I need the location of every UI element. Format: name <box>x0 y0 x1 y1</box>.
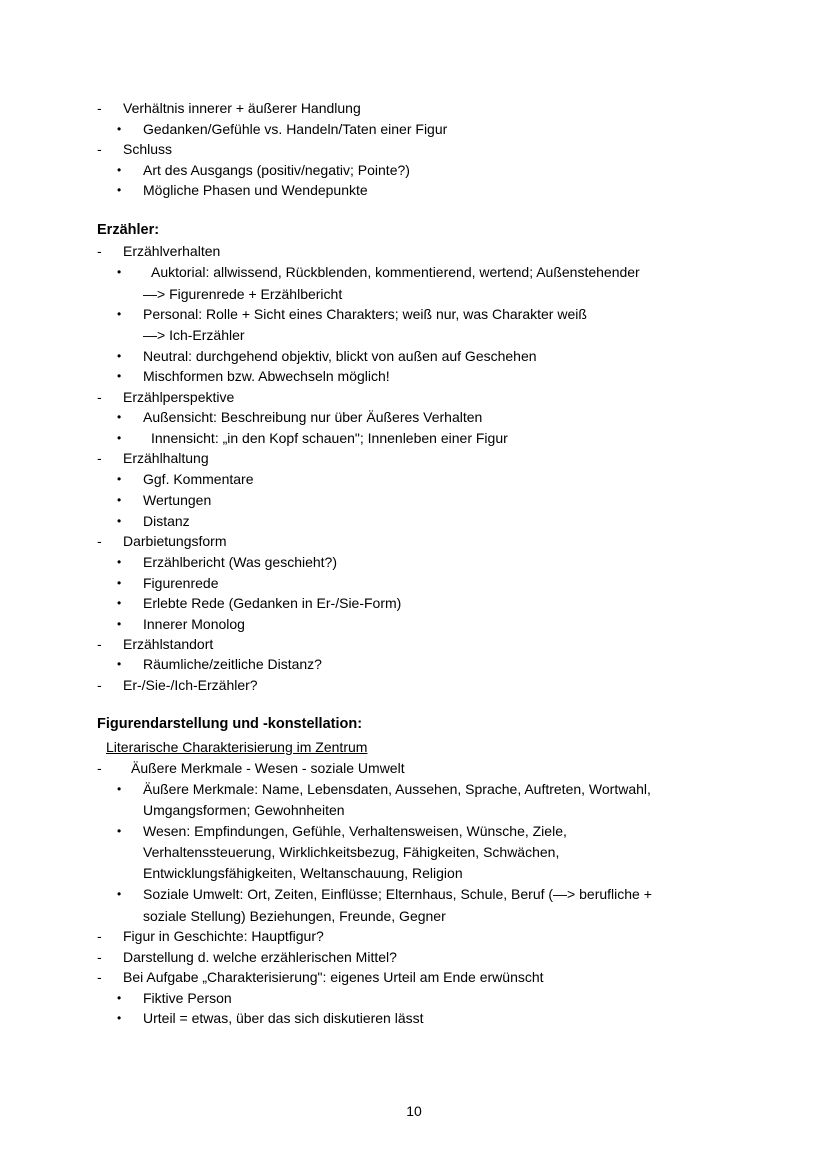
bullet-marker: • <box>117 431 122 445</box>
list-item-continuation: soziale Stellung) Beziehungen, Freunde, Gegner <box>143 908 446 924</box>
bullet-marker: • <box>117 349 122 363</box>
list-item-bullet: Fiktive Person <box>143 990 232 1006</box>
bullet-marker: • <box>117 369 122 383</box>
bullet-marker: • <box>117 183 122 197</box>
list-item-bullet: Figurenrede <box>143 575 219 591</box>
bullet-marker: • <box>117 307 122 321</box>
list-item-bullet: Neutral: durchgehend objektiv, blickt von außen auf Geschehen <box>143 348 537 364</box>
section-heading: Erzähler: <box>97 222 160 238</box>
list-item-bullet: Personal: Rolle + Sicht eines Charakters; weiß nur, was Charakter weiß <box>143 306 587 322</box>
bullet-marker: • <box>117 576 122 590</box>
list-item-bullet: Außensicht: Beschreibung nur über Äußeres Verhalten <box>143 409 483 425</box>
list-item-dash: Erzählhaltung <box>123 450 209 466</box>
list-item-dash: Verhältnis innerer + äußerer Handlung <box>123 100 361 116</box>
bullet-marker: • <box>117 782 122 796</box>
bullet-marker: • <box>117 887 122 901</box>
list-item-bullet: Innerer Monolog <box>143 616 245 632</box>
list-item-bullet: Auktorial: allwissend, Rückblenden, kommentierend, wertend; Außenstehender <box>151 264 640 280</box>
list-item-dash: Erzählstandort <box>123 636 214 652</box>
dash-marker: - <box>97 450 102 466</box>
list-item-bullet: Wertungen <box>143 492 212 508</box>
bullet-marker: • <box>117 596 122 610</box>
list-item-dash: Schluss <box>123 141 173 157</box>
list-item-dash: Erzählverhalten <box>123 243 221 259</box>
list-item-bullet: Urteil = etwas, über das sich diskutieren lässt <box>143 1010 424 1026</box>
bullet-marker: • <box>117 472 122 486</box>
list-item-continuation: Umgangsformen; Gewohnheiten <box>143 802 345 818</box>
list-item-bullet: Art des Ausgangs (positiv/negativ; Pointe?) <box>143 162 410 178</box>
dash-marker: - <box>97 389 102 405</box>
list-item-bullet: Räumliche/zeitliche Distanz? <box>143 656 322 672</box>
list-item-bullet: Distanz <box>143 513 190 529</box>
list-item-bullet: Mögliche Phasen und Wendepunkte <box>143 182 368 198</box>
list-item-dash: Er-/Sie-/Ich-Erzähler? <box>123 677 258 693</box>
bullet-marker: • <box>117 122 122 136</box>
list-item-continuation: Verhaltenssteuerung, Wirklichkeitsbezug, Fähigkeiten, Schwächen, <box>143 844 560 860</box>
list-item-bullet: Gedanken/Gefühle vs. Handeln/Taten einer Figur <box>143 121 448 137</box>
dash-marker: - <box>97 928 102 944</box>
list-item-bullet: Erzählbericht (Was geschieht?) <box>143 554 338 570</box>
list-item-continuation: Entwicklungsfähigkeiten, Weltanschauung, Religion <box>143 865 463 881</box>
list-item-continuation: —> Figurenrede + Erzählbericht <box>143 286 343 302</box>
section-heading: Figurendarstellung und -konstellation: <box>97 716 363 732</box>
dash-marker: - <box>97 141 102 157</box>
dash-marker: - <box>97 243 102 259</box>
list-item-bullet: Soziale Umwelt: Ort, Zeiten, Einflüsse; Elternhaus, Schule, Beruf (—> berufliche + <box>143 886 652 902</box>
bullet-marker: • <box>117 991 122 1005</box>
bullet-marker: • <box>117 1011 122 1025</box>
dash-marker: - <box>97 760 102 776</box>
bullet-marker: • <box>117 824 122 838</box>
list-item-dash: Darstellung d. welche erzählerischen Mittel? <box>123 949 397 965</box>
bullet-marker: • <box>117 514 122 528</box>
bullet-marker: • <box>117 493 122 507</box>
bullet-marker: • <box>117 657 122 671</box>
bullet-marker: • <box>117 617 122 631</box>
dash-marker: - <box>97 533 102 549</box>
list-item-bullet: Innensicht: „in den Kopf schauen"; Innenleben einer Figur <box>151 430 508 446</box>
list-item-bullet: Äußere Merkmale: Name, Lebensdaten, Aussehen, Sprache, Auftreten, Wortwahl, <box>143 781 651 797</box>
list-item-bullet: Mischformen bzw. Abwechseln möglich! <box>143 368 390 384</box>
bullet-marker: • <box>117 555 122 569</box>
list-item-dash: Äußere Merkmale - Wesen - soziale Umwelt <box>131 760 405 776</box>
list-item-dash: Bei Aufgabe „Charakterisierung": eigenes Urteil am Ende erwünscht <box>123 969 544 985</box>
bullet-marker: • <box>117 410 122 424</box>
dash-marker: - <box>97 636 102 652</box>
bullet-marker: • <box>117 163 122 177</box>
dash-marker: - <box>97 949 102 965</box>
dash-marker: - <box>97 677 102 693</box>
list-item-bullet: Ggf. Kommentare <box>143 471 254 487</box>
bullet-marker: • <box>117 265 122 279</box>
list-item-bullet: Wesen: Empfindungen, Gefühle, Verhaltensweisen, Wünsche, Ziele, <box>143 823 567 839</box>
subheading-underlined: Literarische Charakterisierung im Zentrum <box>106 739 368 755</box>
dash-marker: - <box>97 969 102 985</box>
list-item-dash: Darbietungsform <box>123 533 227 549</box>
list-item-dash: Erzählperspektive <box>123 389 235 405</box>
dash-marker: - <box>97 100 102 116</box>
list-item-bullet: Erlebte Rede (Gedanken in Er-/Sie-Form) <box>143 595 402 611</box>
list-item-continuation: —> Ich-Erzähler <box>143 327 245 343</box>
page-number: 10 <box>406 1103 422 1119</box>
list-item-dash: Figur in Geschichte: Hauptfigur? <box>123 928 324 944</box>
